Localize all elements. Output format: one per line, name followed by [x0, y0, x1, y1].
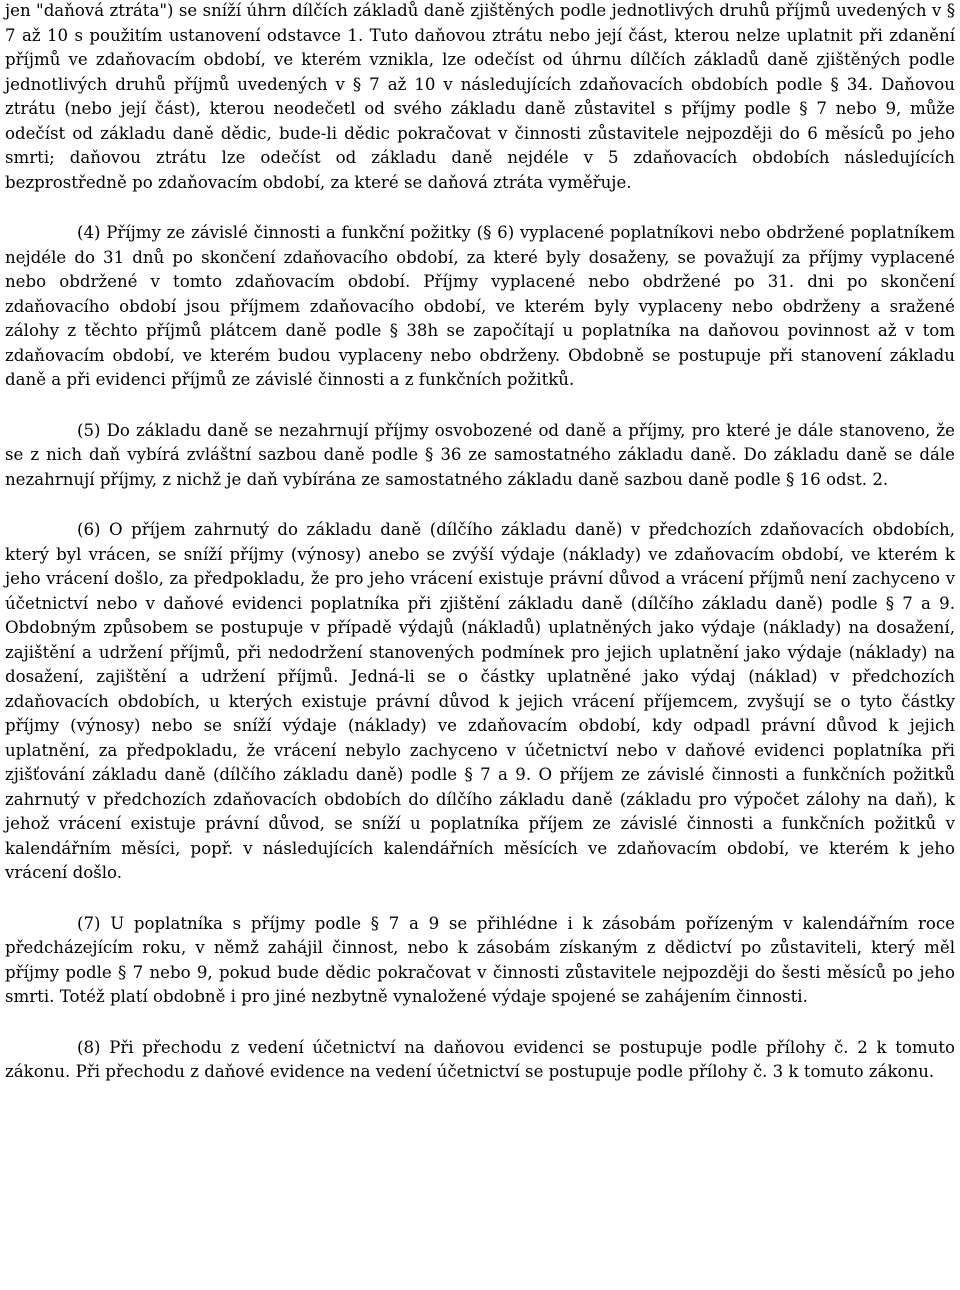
paragraph-8: (8) Při přechodu z vedení účetnictví na daňovou evidenci se postupuje podle přílohy č. 2 k tomuto zákonu. Při přechodu z daňové evidence na vedení účetnictví se postupuje podle přílohy č. 3 k tomuto zákonu. [5, 1037, 955, 1081]
continuation-paragraph: jen "daňová ztráta") se sníží úhrn dílčích základů daně zjištěných podle jednotlivých druhů příjmů uvedených v § 7 až 10 s použitím ustanovení odstavce 1. Tuto daňovou ztrátu nebo její část, kterou nelze uplatnit při zdanění příjmů ve zdaňovacím období, ve kterém vznikla, lze odečíst od úhrnu dílčích základů daně zjištěných podle jednotlivých druhů příjmů uvedených v § 7 až 10 v následujících zdaňovacích obdobích podle § 34. Daňovou ztrátu (nebo její část), kterou neodečetl od svého základu daně zůstavitel s příjmy podle § 7 nebo 9, může odečíst od základu daně dědic, bude-li dědic pokračovat v činnosti zůstavitele nejpozději do 6 měsíců po jeho smrti; daňovou ztrátu lze odečíst od základu daně nejdéle v 5 zdaňovacích obdobích následujících bezprostředně po zdaňovacím období, za které se daňová ztráta vyměřuje. [5, 1, 955, 192]
paragraph-7: (7) U poplatníka s příjmy podle § 7 a 9 se přihlédne i k zásobám pořízeným v kalendářním roce předcházejícím roku, v němž zahájil činnost, nebo k zásobám získaným z dědictví po zůstaviteli, který měl příjmy podle § 7 nebo 9, pokud bude dědic pokračovat v činnosti zůstavitele nejpozději do šesti měsíců po jeho smrti. Totéž platí obdobně i pro jiné nezbytně vynaložené výdaje spojené se zahájením činnosti. [5, 913, 955, 1006]
document-page [5, 0, 955, 1085]
paragraph-5: (5) Do základu daně se nezahrnují příjmy osvobozené od daně a příjmy, pro které je dále stanoveno, že se z nich daň vybírá zvláštní sazbou daně podle § 36 ze samostatného základu daně. Do základu daně se dále nezahrnují příjmy, z nichž je daň vybírána ze samostatného základu daně sazbou daně podle § 16 odst. 2. [5, 420, 955, 489]
paragraph-4: (4) Příjmy ze závislé činnosti a funkční požitky (§ 6) vyplacené poplatníkovi nebo obdržené poplatníkem nejdéle do 31 dnů po skončení zdaňovacího období, za které byly dosaženy, se považují za příjmy vyplacené nebo obdržené v tomto zdaňovacím období. Příjmy vyplacené nebo obdržené po 31. dni po skončení zdaňovacího období jsou příjmem zdaňovacího období, ve kterém byly vyplaceny nebo obdrženy a sražené zálohy z těchto příjmů plátcem daně podle § 38h se započítají u poplatníka na daňovou povinnost až v tom zdaňovacím období, ve kterém budou vyplaceny nebo obdrženy. Obdobně se postupuje při stanovení základu daně a při evidenci příjmů ze závislé činnosti a z funkčních požitků. [5, 223, 955, 389]
paragraph-6: (6) O příjem zahrnutý do základu daně (dílčího základu daně) v předchozích zdaňovacích obdobích, který byl vrácen, se sníží příjmy (výnosy) anebo se zvýší výdaje (náklady) ve zdaňovacím období, ve kterém k jeho vrácení došlo, za předpokladu, že pro jeho vrácení existuje právní důvod a vrácení příjmů není zachyceno v účetnictví nebo v daňové evidenci poplatníka při zjištění základu daně (dílčího základu daně) podle § 7 a 9. Obdobným způsobem se postupuje v případě výdajů (nákladů) uplatněných jako výdaje (náklady) na dosažení, zajištění a udržení příjmů, při nedodržení stanovených podmínek pro jejich uplatnění jako výdaje (náklady) na dosažení, zajištění a udržení příjmů. Jedná-li se o částky uplatněné jako výdaj (náklad) v předchozích zdaňovacích obdobích, u kterých existuje právní důvod k jejich vrácení příjemcem, zvyšují se o tyto částky příjmy (výnosy) nebo se sníží výdaje (náklady) ve zdaňovacím období, kdy odpadl právní důvod k jejich uplatnění, za předpokladu, že vrácení nebylo zachyceno v účetnictví nebo v daňové evidenci poplatníka při zjišťování základu daně (dílčího základu daně) podle § 7 a 9. O příjem ze závislé činnosti a funkčních požitků zahrnutý v předchozích zdaňovacích obdobích do dílčího základu daně (základu pro výpočet zálohy na daň), k jehož vrácení existuje právní důvod, se sníží u poplatníka příjem ze závislé činnosti a funkčních požitků v kalendářním měsíci, popř. v následujících kalendářních měsících ve zdaňovacím období, ve kterém k jeho vrácení došlo. [5, 520, 955, 882]
